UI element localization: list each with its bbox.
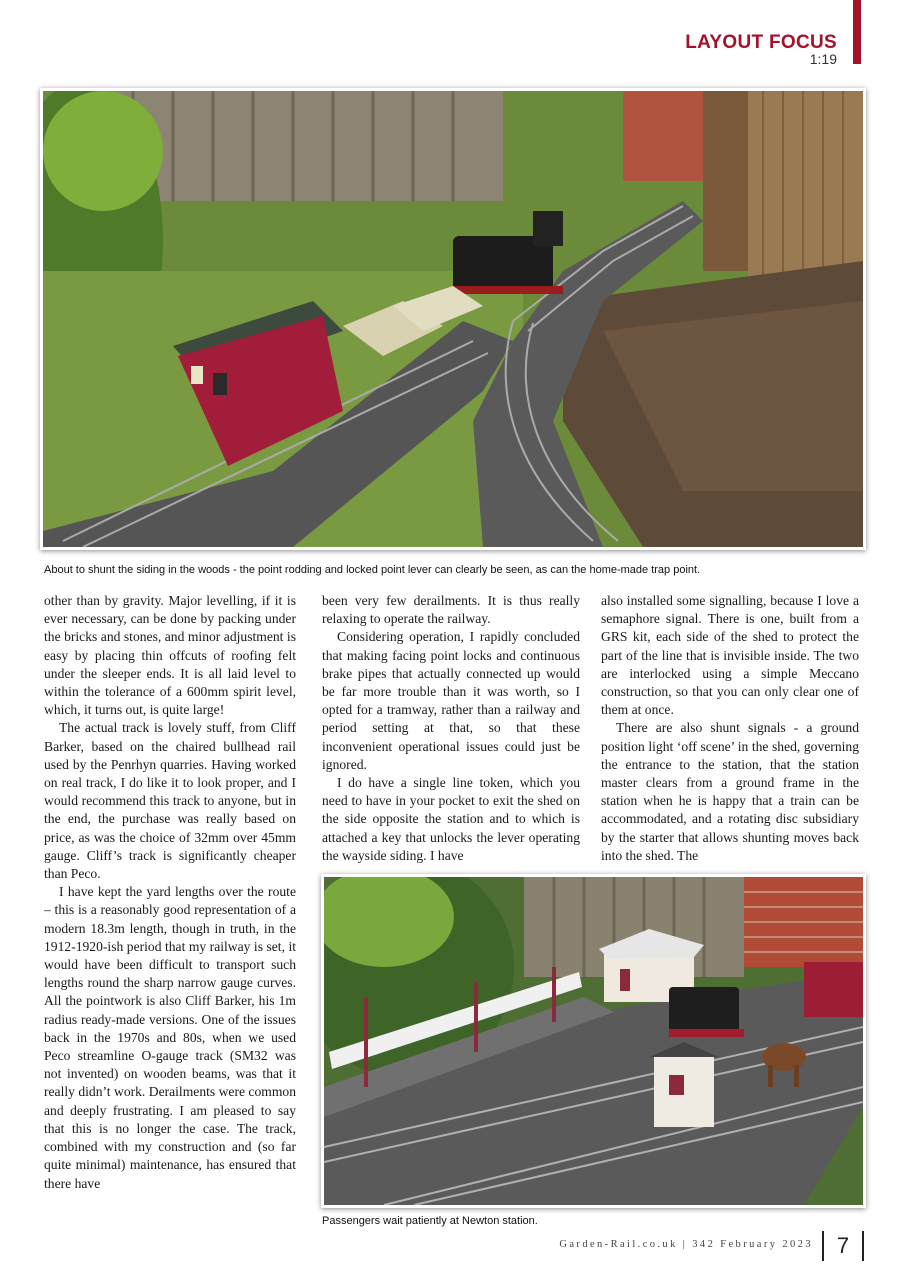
column-1-paragraph-3: I have kept the yard lengths over the route – this is a reasonably good representation of a modern 18.3m length, though in truth, in the 1912-1920-ish period that my railway is set, it would have been difficult to transport such lengths round the sharp narrow gauge curves. All the pointwork is also Cliff Barker, his 1m radius ready-made versions. One of the issues back in the 1970s and 80s, when we used Peco streamline O-gauge track (SM32 was not invented) on wooden beams, was that it really didn’t work. Derailments were common and deeply frustrating. I am pleased to say that this is no longer the case. The track, combined with my construction and (so far quite minimal) maintenance, has ensured that there have — [44, 884, 296, 1191]
column-1-paragraph-1: other than by gravity. Major levelling, if it is ever necessary, can be done by packing under the bricks and stones, and minor adjustment is easy by placing thin offcuts of roofing felt under the sleeper ends. It is all laid level to within the tolerance of a 600mm spirit level, which, it turns out, is quite large! — [44, 593, 296, 718]
photo-siding — [40, 88, 866, 550]
column-1-paragraph-2: The actual track is lovely stuff, from Cliff Barker, based on the chaired bullhead rail used by the Penrhyn quarries. Having worked on real track, I do like it to look proper, and I would recommend this track to anyone, but in the end, the purchase was really based on price, as was the choice of 32mm over 45mm gauge. Cliff’s track is significantly cheaper than Peco. — [44, 720, 296, 882]
header-accent-bar — [853, 0, 861, 64]
footer-publication-info: Garden-Rail.co.uk | 342 February 2023 — [559, 1239, 813, 1250]
column-2-paragraph-1: been very few derailments. It is thus really relaxing to operate the railway. — [322, 593, 580, 627]
section-scale: 1:19 — [809, 51, 837, 67]
column-3-paragraph-2: There are also shunt signals - a ground position light ‘off scene’ in the shed, governing the entrance to the station, that the station master clears from a ground frame in the station when he is happy that a train can be accommodated, and a rotating disc subsidiary by the starter that allows shunting moves back into the shed. The — [601, 720, 859, 863]
photo-siding-image — [43, 91, 863, 547]
column-2 — [322, 592, 580, 865]
photo-siding-caption: About to shunt the siding in the woods - the point rodding and locked point lever can clearly be seen, as can the home-made trap point. — [44, 564, 701, 576]
photo-station-caption: Passengers wait patiently at Newton station. — [322, 1215, 538, 1227]
column-3 — [601, 592, 859, 865]
section-title: LAYOUT FOCUS — [685, 32, 837, 53]
column-1 — [44, 592, 296, 1193]
photo-station-image — [324, 877, 863, 1205]
photo-station — [321, 874, 866, 1208]
column-2-paragraph-3: I do have a single line token, which you need to have in your pocket to exit the shed on the side opposite the station and to which is attached a key that unlocks the lever operating the wayside siding. I have — [322, 775, 580, 863]
page-number: 7 — [822, 1231, 864, 1261]
column-2-paragraph-2: Considering operation, I rapidly concluded that making facing point locks and continuous brake pipes that actually connected up would be far more trouble than it was worth, so I opted for a tramway, rather than a railway and period setting at that, so that these inconvenient operational issues could just be ignored. — [322, 629, 580, 772]
column-3-paragraph-1: also installed some signalling, because I love a semaphore signal. There is one, built from a GRS kit, each side of the shed to protect the part of the line that is invisible inside. The two are interlocked using a simple Meccano construction, so that you can only clear one of them at once. — [601, 593, 859, 718]
